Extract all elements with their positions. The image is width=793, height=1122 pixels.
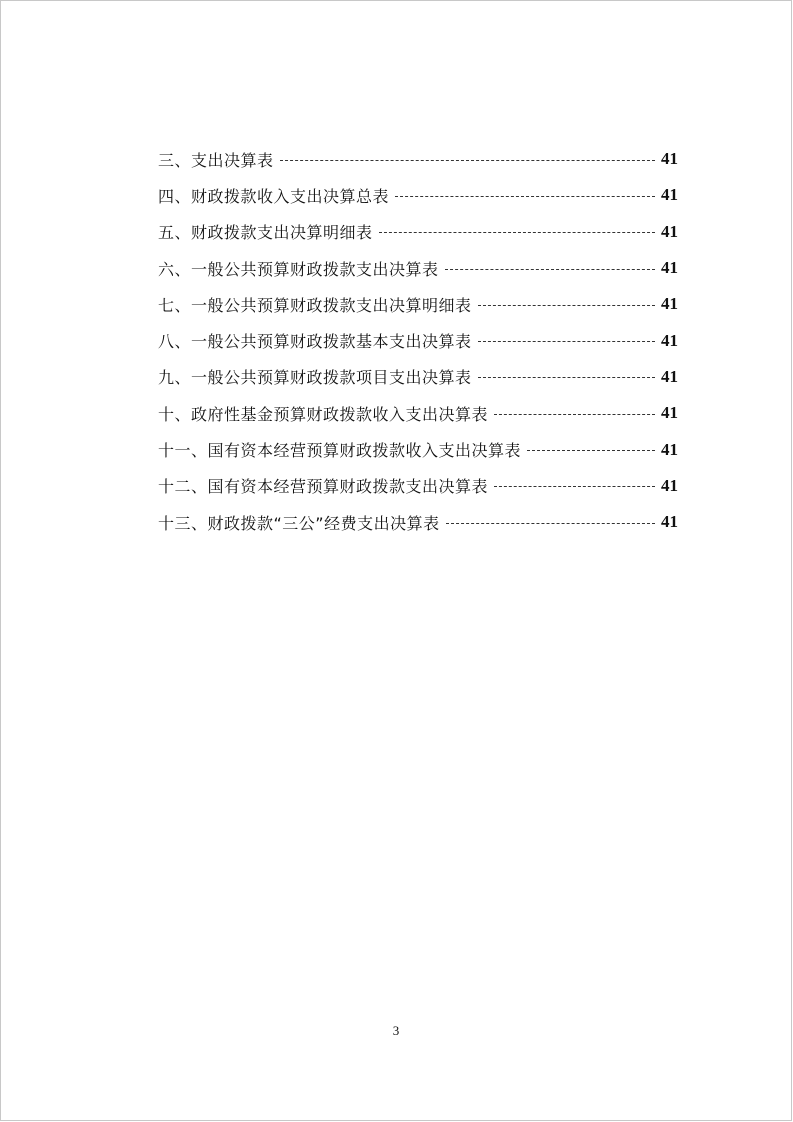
toc-entry-title: 八、一般公共预算财政拨款基本支出决算表: [158, 332, 472, 352]
toc-entry-title: 六、一般公共预算财政拨款支出决算表: [158, 259, 439, 279]
toc-dash-leader: [445, 269, 655, 270]
toc-entry-title: 九、一般公共预算财政拨款项目支出决算表: [158, 368, 472, 388]
toc-entry[interactable]: [158, 359, 678, 395]
toc-dash-leader: [478, 377, 655, 378]
toc-dash-leader: [494, 414, 655, 415]
toc-entry-title: 十一、国有资本经营预算财政拨款收入支出决算表: [158, 441, 522, 461]
toc-entry-title: 五、财政拨款支出决算明细表: [158, 223, 373, 243]
toc-entry-title: 十二、国有资本经营预算财政拨款支出决算表: [158, 477, 489, 497]
toc-entry-title: 十三、财政拨款“三公”经费支出决算表: [158, 513, 440, 533]
toc-entry-page: 41: [661, 330, 678, 350]
toc-entry[interactable]: [158, 286, 678, 322]
table-of-contents: [158, 141, 678, 540]
toc-dash-leader: [395, 196, 655, 197]
toc-entry[interactable]: [158, 214, 678, 250]
toc-entry-page: 41: [661, 149, 678, 169]
toc-entry-page: 41: [661, 185, 678, 205]
toc-dash-leader: [379, 232, 655, 233]
toc-entry-page: 41: [661, 221, 678, 241]
page-number: 3: [392, 1023, 400, 1038]
toc-entry[interactable]: [158, 431, 678, 467]
toc-entry-title: 三、支出决算表: [158, 150, 274, 170]
toc-entry-title: 七、一般公共预算财政拨款支出决算明细表: [158, 295, 472, 315]
toc-entry-page: 41: [661, 366, 678, 386]
toc-dash-leader: [478, 341, 655, 342]
toc-entry[interactable]: [158, 395, 678, 431]
toc-dash-leader: [494, 486, 655, 487]
toc-entry[interactable]: [158, 141, 678, 177]
toc-dash-leader: [527, 450, 655, 451]
toc-entry-page: 41: [661, 258, 678, 278]
toc-entry[interactable]: [158, 322, 678, 358]
toc-entry-page: 41: [661, 512, 678, 532]
toc-entry-page: 41: [661, 294, 678, 314]
toc-entry-page: 41: [661, 439, 678, 459]
toc-entry[interactable]: [158, 504, 678, 540]
toc-entry-page: 41: [661, 475, 678, 495]
toc-entry[interactable]: [158, 250, 678, 286]
toc-dash-leader: [280, 160, 655, 161]
toc-entry-page: 41: [661, 403, 678, 423]
toc-entry[interactable]: [158, 468, 678, 504]
toc-entry[interactable]: [158, 177, 678, 213]
toc-entry-title: 十、政府性基金预算财政拨款收入支出决算表: [158, 404, 489, 424]
toc-dash-leader: [446, 523, 655, 524]
toc-dash-leader: [478, 305, 655, 306]
toc-entry-title: 四、财政拨款收入支出决算总表: [158, 186, 390, 206]
